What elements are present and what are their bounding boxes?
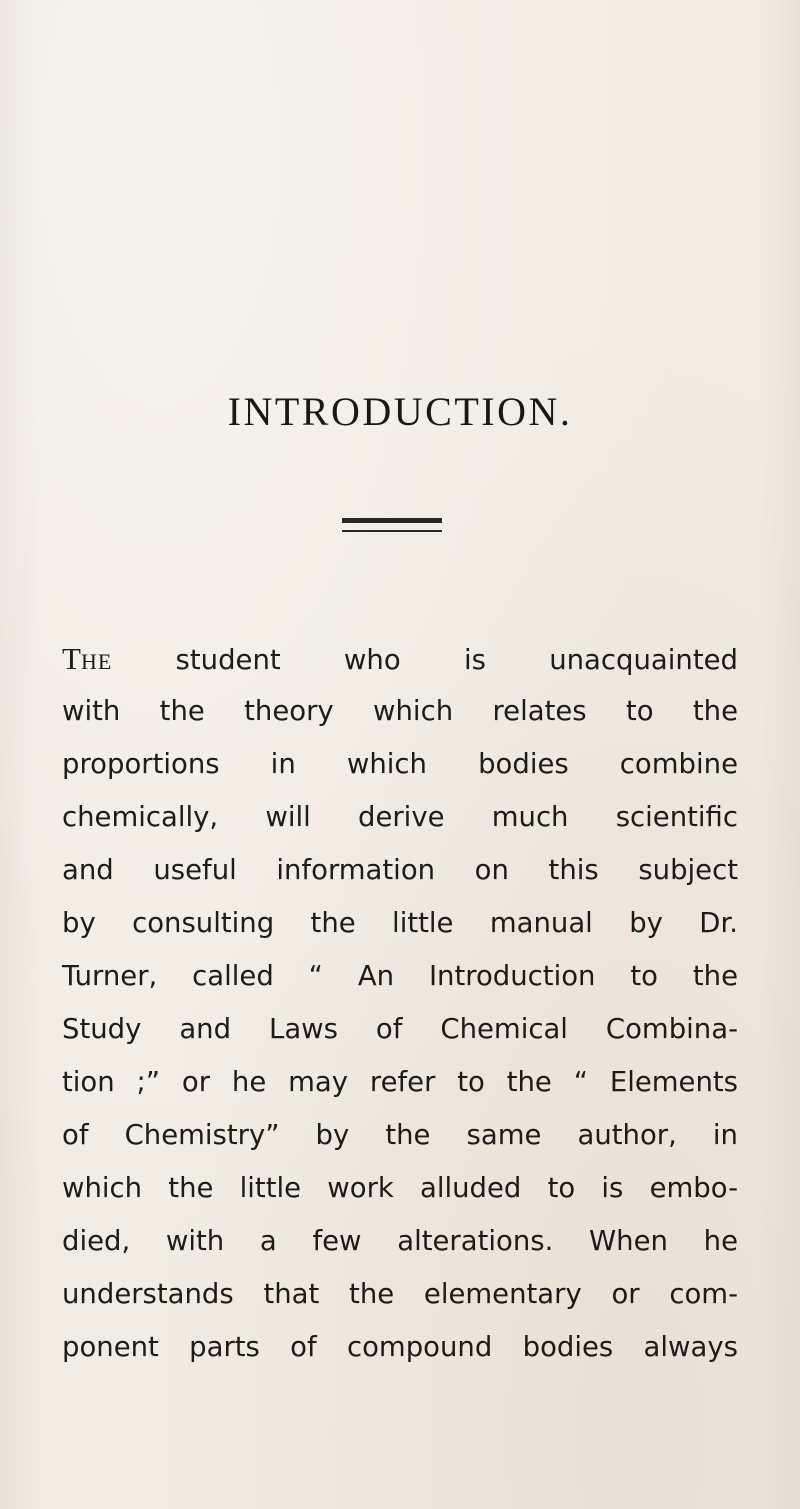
text-line-1 [62,632,738,685]
text-line-1-rest: student who is unacquainted [112,644,738,676]
chapter-heading: INTRODUCTION. [227,389,573,434]
text-line-6: by consulting the little manual by Dr. [62,907,738,939]
text-line-14: ponent parts of compound bodies always [62,1331,738,1363]
text-line-2: with the theory which relates to the [62,695,738,727]
text-line-10: of Chemistry” by the same author, in [62,1119,738,1151]
small-caps-word: HE [80,649,113,674]
text-line-11: which the little work alluded to is embo- [62,1172,738,1204]
drop-initial: T [62,641,81,676]
text-line-7: Turner, called “ An Introduction to the [62,960,738,992]
text-line-3: proportions in which bodies combine [62,748,738,780]
text-line-9: tion ;” or he may refer to the “ Elements [62,1066,738,1098]
text-line-13: understands that the elementary or com- [62,1278,738,1310]
text-line-8: Study and Laws of Chemical Combina- [62,1013,738,1045]
heading-rule-thick [342,518,442,523]
text-line-5: and useful information on this subject [62,854,738,886]
paragraph [62,632,738,1374]
text-line-12: died, with a few alterations. When he [62,1225,738,1257]
text-line-4: chemically, will derive much scientific [62,801,738,833]
heading-rule-thin [342,530,442,532]
